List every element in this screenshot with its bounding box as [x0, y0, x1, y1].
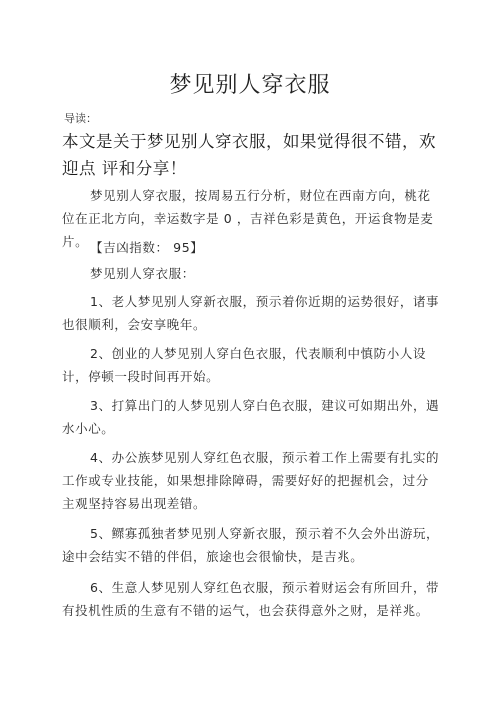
lead-label: 导读： — [64, 112, 97, 125]
list-item: 5、鳏寡孤独者梦见别人穿新衣服，预示着不久会外出游玩，途中会结实不错的伴侣，旅途也会很愉快，是吉兆。 — [62, 526, 440, 564]
list-item: 1、老人梦见别人穿新衣服，预示着你近期的运势很好，诸事也很顺利，会安享晚年。 — [62, 294, 440, 332]
list-item: 2、创业的人梦见别人穿白色衣服，代表顺利中慎防小人设计，停顿一段时间再开始。 — [62, 346, 427, 384]
list-item: 4、办公族梦见别人穿红色衣服，预示着工作上需要有扎实的工作或专业技能，如果想排除障碍，需要好好的把握机会，过分主观坚持容易出现差错。 — [62, 450, 440, 511]
score-line: 【吉凶指数： 95】 — [90, 240, 204, 255]
intro-paragraph: 本文是关于梦见别人穿衣服，如果觉得很不错，欢迎点 评和分享！ — [62, 132, 436, 178]
list-item: 6、生意人梦见别人穿红色衣服，预示着财运会有所回升，带有投机性质的生意有不错的运气，也会获得意外之财，是祥兆。 — [62, 580, 440, 618]
page-title: 梦见别人穿衣服 — [169, 73, 331, 98]
section-heading: 梦见别人穿衣服： — [90, 266, 195, 281]
summary-paragraph: 梦见别人穿衣服，按周易五行分析，财位在西南方向，桃花位在正北方向，幸运数字是 0 ，吉祥色彩是黄色，开运食物是麦片。 — [62, 188, 434, 249]
list-item: 3、打算出门的人梦见别人穿白色衣服，建议可如期出外，遇水小心。 — [62, 398, 440, 436]
